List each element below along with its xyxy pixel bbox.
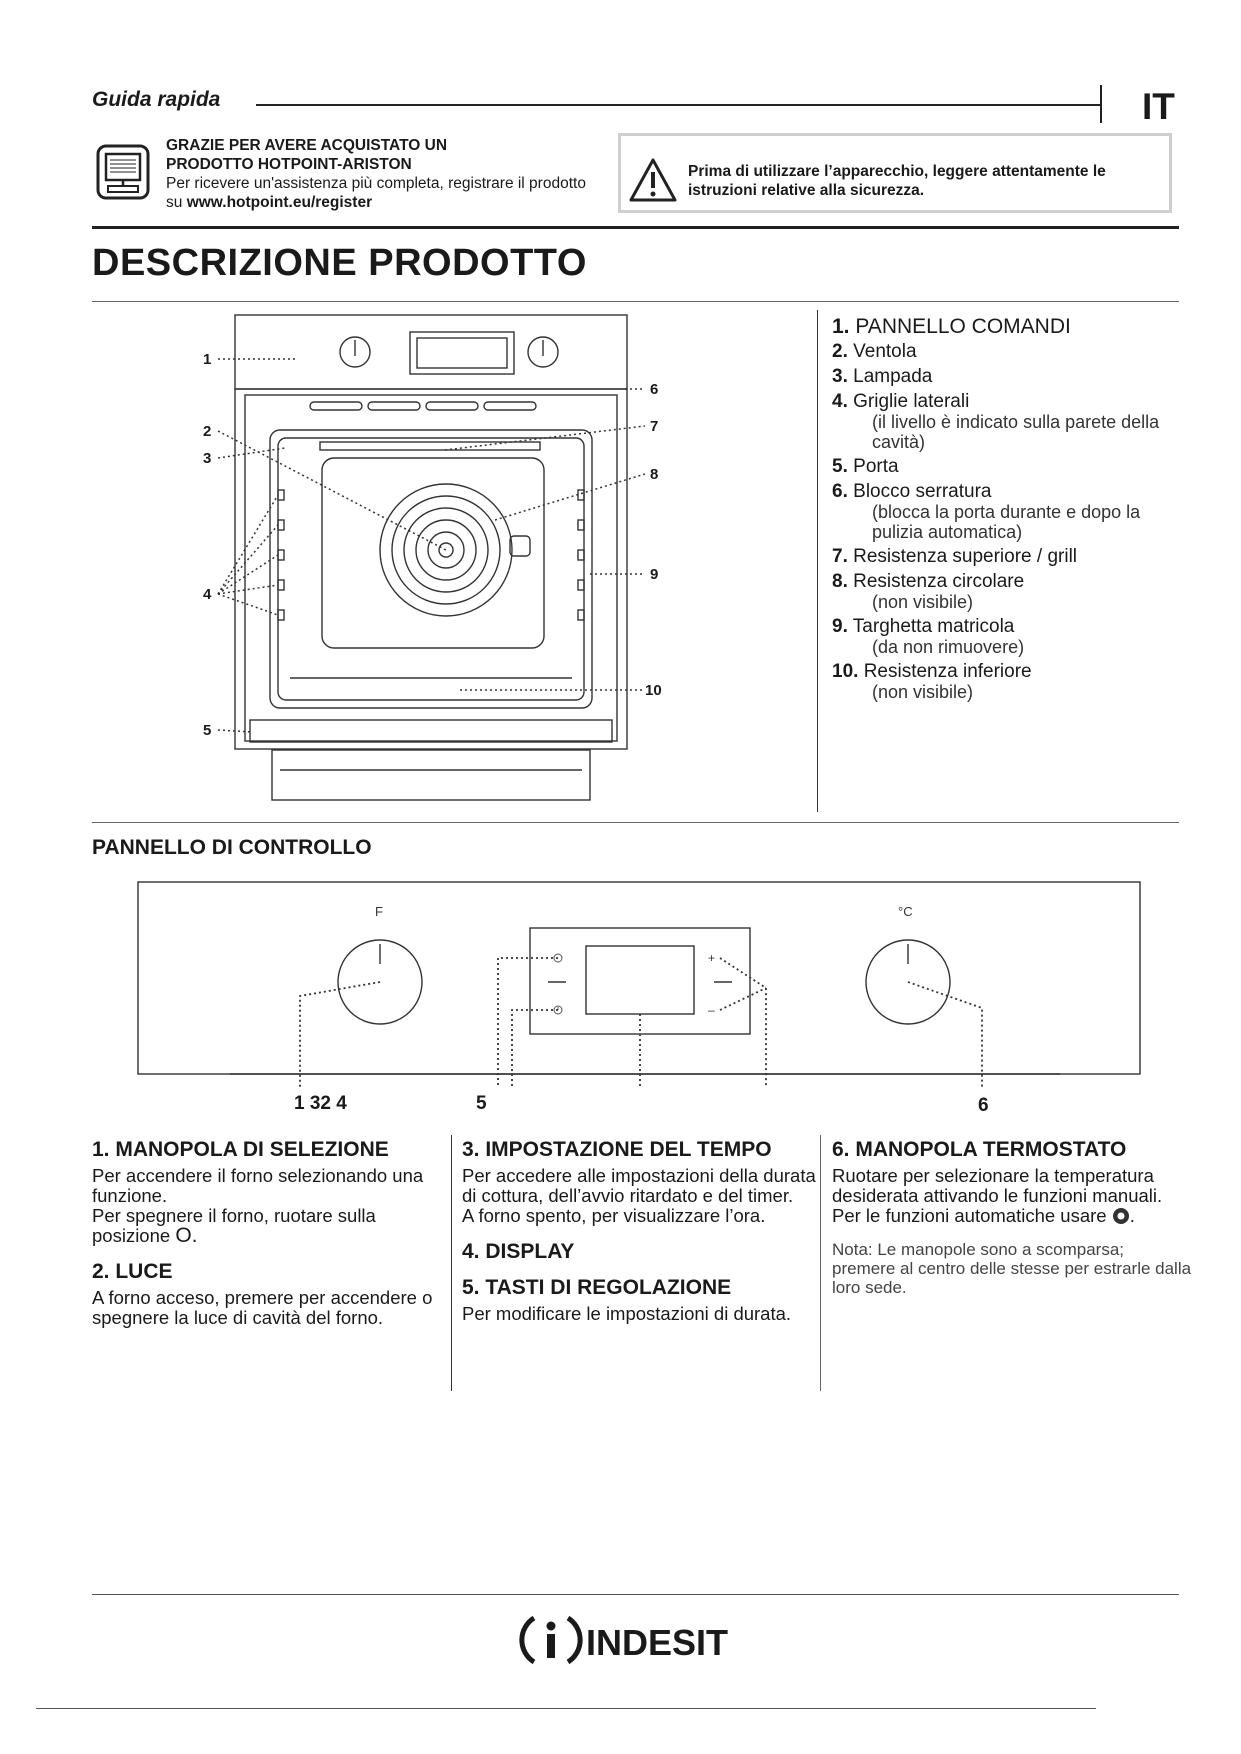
guide-title: Guida rapida [92, 88, 221, 111]
part-note-9: (da non rimuovere) [872, 637, 1025, 657]
column-time-display [462, 1138, 822, 1338]
heading-light: 2. LUCE [92, 1260, 173, 1283]
page-bottom-rule [36, 1708, 1096, 1709]
indesit-logo [516, 1610, 756, 1670]
callout-7: 7 [650, 418, 659, 435]
header-rule-tick [1100, 85, 1102, 123]
knob-note: Nota: Le manopole sono a scomparsa; premere al centro delle stesse per estrarle dalla loro sede. [832, 1240, 1192, 1297]
fan [380, 484, 512, 616]
brand-name: INDESIT [586, 1622, 729, 1663]
callout-10: 10 [645, 682, 662, 699]
callout-panel-6: 6 [978, 1095, 989, 1116]
plus-button-label: + [708, 951, 716, 965]
registration-body: Per ricevere un'assistenza più completa, registrare il prodotto su [166, 175, 586, 211]
section-title: DESCRIZIONE PRODOTTO [92, 242, 587, 284]
heading-thermostat: 6. MANOPOLA TERMOSTATO [832, 1138, 1127, 1161]
callout-6: 6 [650, 381, 659, 398]
callout-1324: 1 32 4 [294, 1093, 347, 1114]
monitor-icon [96, 144, 150, 200]
callout-panel-5: 5 [476, 1093, 487, 1114]
part-note-8: (non visibile) [872, 592, 974, 612]
heading-time-setting: 3. IMPOSTAZIONE DEL TEMPO [462, 1138, 772, 1161]
callout-8: 8 [650, 466, 659, 483]
oven-diagram [190, 300, 730, 810]
off-position-symbol: O. [175, 1224, 198, 1247]
column-selector-light [92, 1138, 452, 1342]
door [250, 720, 612, 742]
part-item-6: 6. Blocco serratura (blocca la porta durante e dopo la pulizia automatica) [832, 481, 1192, 542]
footer-divider [92, 1594, 1179, 1595]
registration-text [166, 136, 586, 212]
part-item-2: 2. Ventola [832, 341, 917, 362]
oven-control-panel [235, 315, 627, 389]
parts-list [832, 316, 1192, 706]
text-selector-off: Per spegnere il forno, ruotare sulla posizione O. [92, 1205, 376, 1247]
part-item-4: 4. Griglie laterali (il livello è indicato sulla parete della cavità) [832, 391, 1192, 452]
text-time-setting: Per accedere alle impostazioni della durata di cottura, dell’avvio ritardato e del timer. [462, 1165, 816, 1206]
header-rule [256, 104, 1100, 106]
heading-selector-knob: 1. MANOPOLA DI SELEZIONE [92, 1138, 389, 1161]
registration-heading-1: GRAZIE PER AVERE ACQUISTATO UN [166, 137, 448, 154]
auto-function-icon [1112, 1207, 1130, 1225]
callout-5: 5 [203, 722, 212, 739]
warning-icon [628, 157, 678, 203]
part-item-7: 7. Resistenza superiore / grill [832, 546, 1078, 567]
display-screen [586, 946, 694, 1014]
text-adjust-keys: Per modificare le impostazioni di durata. [462, 1303, 792, 1324]
part-item-5: 5. Porta [832, 456, 899, 477]
diagram-divider [92, 822, 1179, 823]
registration-heading-2: PRODOTTO HOTPOINT-ARISTON [166, 156, 412, 173]
text-light: A forno acceso, premere per accendere o spegnere la luce di cavità del forno. [92, 1287, 433, 1328]
parts-divider [817, 310, 818, 812]
safety-notice-text: Prima di utilizzare l’apparecchio, leggere attentamente le istruzioni relative alla sicurezza. [688, 163, 1106, 199]
callout-4: 4 [203, 586, 212, 603]
text-thermostat: Ruotare per selezionare la temperatura desiderata attivando le funzioni manuali. Per le funzioni automatiche usare . [832, 1165, 1163, 1226]
column-divider-1 [451, 1135, 452, 1391]
heading-display: 4. DISPLAY [462, 1240, 575, 1263]
language-code: IT [1142, 86, 1175, 127]
part-note-4: (il livello è indicato sulla parete della cavità) [872, 412, 1160, 452]
callout-2: 2 [203, 423, 212, 440]
part-item-8: 8. Resistenza circolare (non visibile) [832, 571, 1192, 612]
callout-1: 1 [203, 351, 212, 368]
callout-3: 3 [203, 450, 212, 467]
column-divider-2 [820, 1135, 821, 1391]
control-panel-diagram [130, 880, 1150, 1120]
text-selector-on: Per accendere il forno selezionando una funzione. [92, 1165, 424, 1206]
minus-button-label: – [708, 1003, 715, 1017]
heading-adjust-keys: 5. TASTI DI REGOLAZIONE [462, 1276, 732, 1299]
header-divider [92, 226, 1179, 229]
text-time-clock: A forno spento, per visualizzare l’ora. [462, 1205, 766, 1226]
oven-body [235, 389, 627, 749]
lamp [510, 536, 530, 556]
control-panel-heading: PANNELLO DI CONTROLLO [92, 836, 372, 859]
part-note-10: (non visibile) [872, 682, 974, 702]
column-thermostat [832, 1138, 1192, 1311]
part-note-6: (blocca la porta durante e dopo la pulizia automatica) [872, 502, 1141, 542]
panel-frame [138, 882, 1140, 1074]
thermostat-knob-label: °C [898, 904, 913, 919]
part-item-9: 9. Targhetta matricola (da non rimuovere) [832, 616, 1192, 657]
part-item-10: 10. Resistenza inferiore (non visibile) [832, 661, 1192, 702]
part-item-3: 3. Lampada [832, 366, 933, 387]
registration-link[interactable]: www.hotpoint.eu/register [186, 194, 373, 211]
callout-9: 9 [650, 566, 659, 583]
part-item-1: 1. PANNELLO COMANDI [832, 315, 1071, 338]
selector-knob-label: F [375, 904, 383, 919]
display-module [530, 928, 750, 1034]
